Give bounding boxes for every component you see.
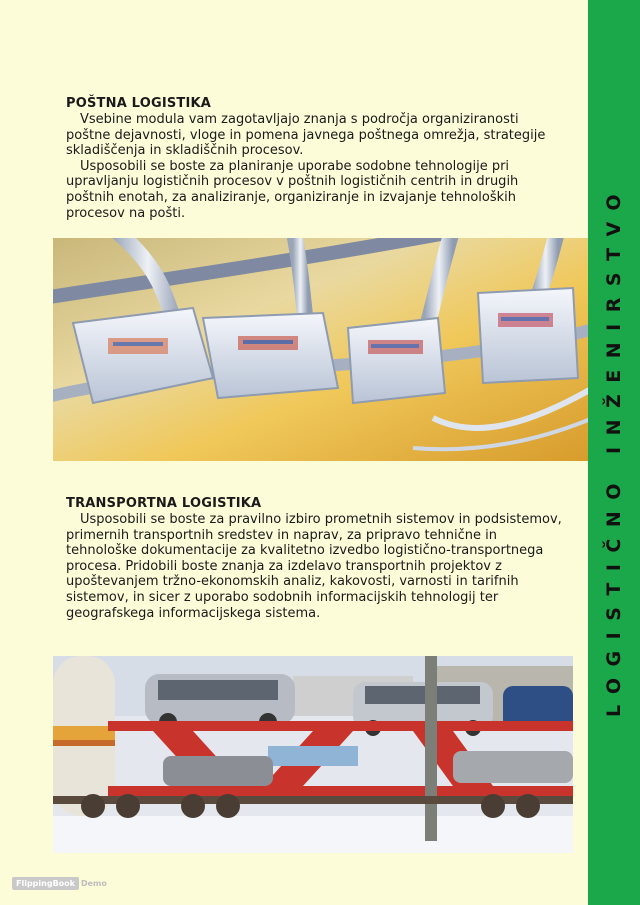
sidebar-title: LOGISTIČNO INŽENIRSTVO xyxy=(603,182,625,718)
watermark-brand: FlippingBook xyxy=(12,877,79,890)
sidebar-band xyxy=(588,0,640,905)
watermark-suffix: Demo xyxy=(80,879,107,888)
section-heading: POŠTNA LOGISTIKA xyxy=(66,96,212,111)
section-transportna-logistika xyxy=(66,496,566,621)
rj11-connectors-photo xyxy=(53,238,588,461)
section-paragraph: Usposobili se boste za planiranje uporabe sodobne tehnologije pri upravljanju logističnih procesov v poštnih logističnih centrih in drugih poštnih enotah, za analiziranje, organiziranje in izvajanje tehnoloških procesov na pošti. xyxy=(66,158,519,221)
flippingbook-watermark xyxy=(12,879,107,888)
section-postna-logistika xyxy=(66,96,566,221)
section-paragraph: Vsebine modula vam zagotavljajo znanja s področja organiziranosti poštne dejavnosti, vloge in pomena javnega poštnega omrežja, strategije skladiščenja in skladiščnih procesov. xyxy=(66,112,546,159)
car-carrier-train-photo xyxy=(53,656,573,853)
section-paragraph: Usposobili se boste za pravilno izbiro prometnih sistemov in podsistemov, primernih transportnih sredstev in naprav, za pripravo tehnične in tehnološke dokumentacije za kvalitetno izvedbo logistično-transportnega procesa. Pridobili boste znanja za izdelavo transportnih projektov z upoštevanjem tržno-ekonomskih analiz, kakovosti, varnosti in tarifnih sistemov, in sicer z uporabo sodobnih informacijskih tehnologij ter geografskega informacijskega sistema. xyxy=(66,512,562,621)
section-heading: TRANSPORTNA LOGISTIKA xyxy=(66,496,262,511)
